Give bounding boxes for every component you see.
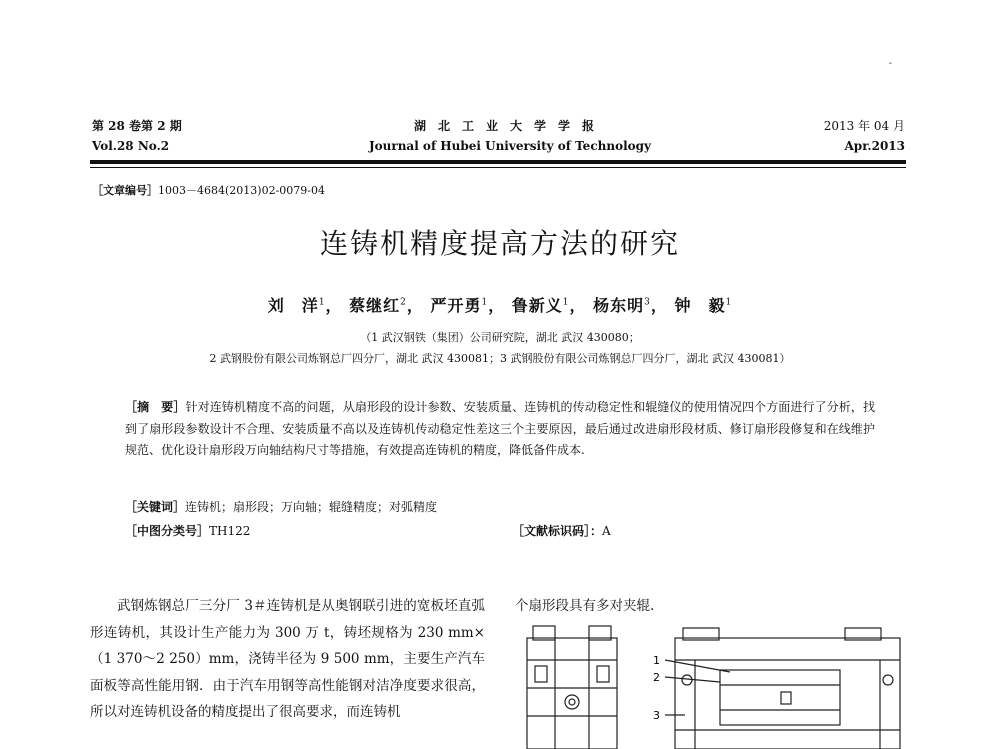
clc-value: TH122 [209, 524, 251, 538]
clc-label: ［中图分类号］ [125, 524, 210, 538]
abstract [125, 397, 875, 462]
document-code-value: A [602, 524, 611, 538]
header-volume [92, 116, 182, 156]
header-date [824, 116, 905, 156]
figure-leader-line [665, 677, 720, 682]
keywords [125, 498, 437, 515]
author-affil-mark: 1 [725, 297, 733, 308]
author: 严开勇 [430, 296, 482, 315]
figure-roller-block [720, 670, 840, 725]
article-number [92, 182, 325, 198]
author-affil-mark: 1 [562, 297, 570, 308]
author-affil-mark: 1 [318, 297, 326, 308]
journal-name-en: Journal of Hubei University of Technology [368, 139, 652, 153]
author: 蔡继红 [349, 296, 401, 315]
body-right-line: 个扇形段具有多对夹辊. [515, 598, 655, 614]
figure-left-frame [527, 638, 617, 749]
figure-right-frame [675, 638, 900, 749]
paper-title: 连铸机精度提高方法的研究 [319, 227, 680, 260]
affiliation-line-1: （1 武汉钢铁（集团）公司研究院，湖北 武汉 430080； [360, 331, 640, 344]
clc-number [125, 522, 250, 539]
header-rule-thin [90, 167, 906, 168]
date-cn: 2013 年 04 月 [823, 119, 905, 133]
volume-en: Vol.28 No.2 [92, 139, 170, 153]
body-left-column [90, 593, 485, 726]
figure-label: 2 [653, 671, 660, 684]
volume-cn: 第 28 卷第 2 期 [92, 119, 182, 133]
author-list: 刘 洋$^1$， 蔡继红$^2$， 严开勇$^1$， 鲁新义$^1$， 杨东明$^3$， 钟 毅$^1$ [267, 296, 733, 315]
journal-name-cn: 湖北工业大学学报 [413, 119, 606, 133]
keywords-text: 连铸机；扇形段；万向轴；辊缝精度；对弧精度 [185, 500, 438, 514]
abstract-label: ［摘 要］ [125, 400, 186, 414]
document-code [512, 522, 611, 539]
author: 鲁新义 [511, 296, 563, 315]
date-en: Apr.2013 [844, 139, 905, 153]
author-affil-mark: 1 [481, 297, 489, 308]
affiliation-line-2: 2 武钢股份有限公司炼钢总厂四分厂，湖北 武汉 430081；3 武钢股份有限公司炼钢总厂四分厂，湖北 武汉 430081） [209, 352, 791, 365]
article-number-value: 1003－4684(2013)02-0079-04 [158, 184, 325, 197]
author-affil-mark: 2 [400, 297, 407, 308]
figure-label: 1 [653, 654, 660, 667]
article-number-label: ［文章编号］ [92, 184, 158, 197]
author: 刘 洋 [267, 296, 319, 315]
segment-drawing-figure [515, 620, 910, 749]
author-affil-mark: 3 [644, 297, 651, 308]
body-paragraph: 武钢炼钢总厂三分厂 3＃连铸机是从奥钢联引进的宽板坯直弧形连铸机，其设计生产能力为 300 万 t，铸坯规格为 230 mm×（1 370～2 250）mm，浇铸半径为 9 500 mm，主要生产汽车面板等高性能用钢．由于汽车用钢等高性能钢对洁净度要求很高，所以对连铸机设备的精度提出了很高要求，而连铸机 [90, 598, 485, 720]
header-journal [360, 116, 660, 156]
figure-label: 3 [653, 709, 660, 722]
author: 钟 毅 [674, 296, 726, 315]
figure-bolt [565, 695, 579, 709]
abstract-text: 针对连铸机精度不高的问题，从扇形段的设计参数、安装质量、连铸机的传动稳定性和辊缝仪的使用情况四个方面进行了分析，找到了扇形段参数设计不合理、安装质量不高以及连铸机传动稳定性差这三个主要原因，最后通过改进扇形段材质、修订扇形段修复和在线维护规范、优化设计扇形段万向轴结构尺寸等措施，有效提高连铸机的精度，降低备件成本. [125, 400, 875, 457]
header-rule-thick [90, 160, 906, 164]
author: 杨东明 [593, 296, 645, 315]
keywords-label: ［关键词］ [125, 500, 186, 514]
document-code-label: ［文献标识码］： [512, 524, 603, 538]
scan-mark: - [888, 58, 892, 69]
